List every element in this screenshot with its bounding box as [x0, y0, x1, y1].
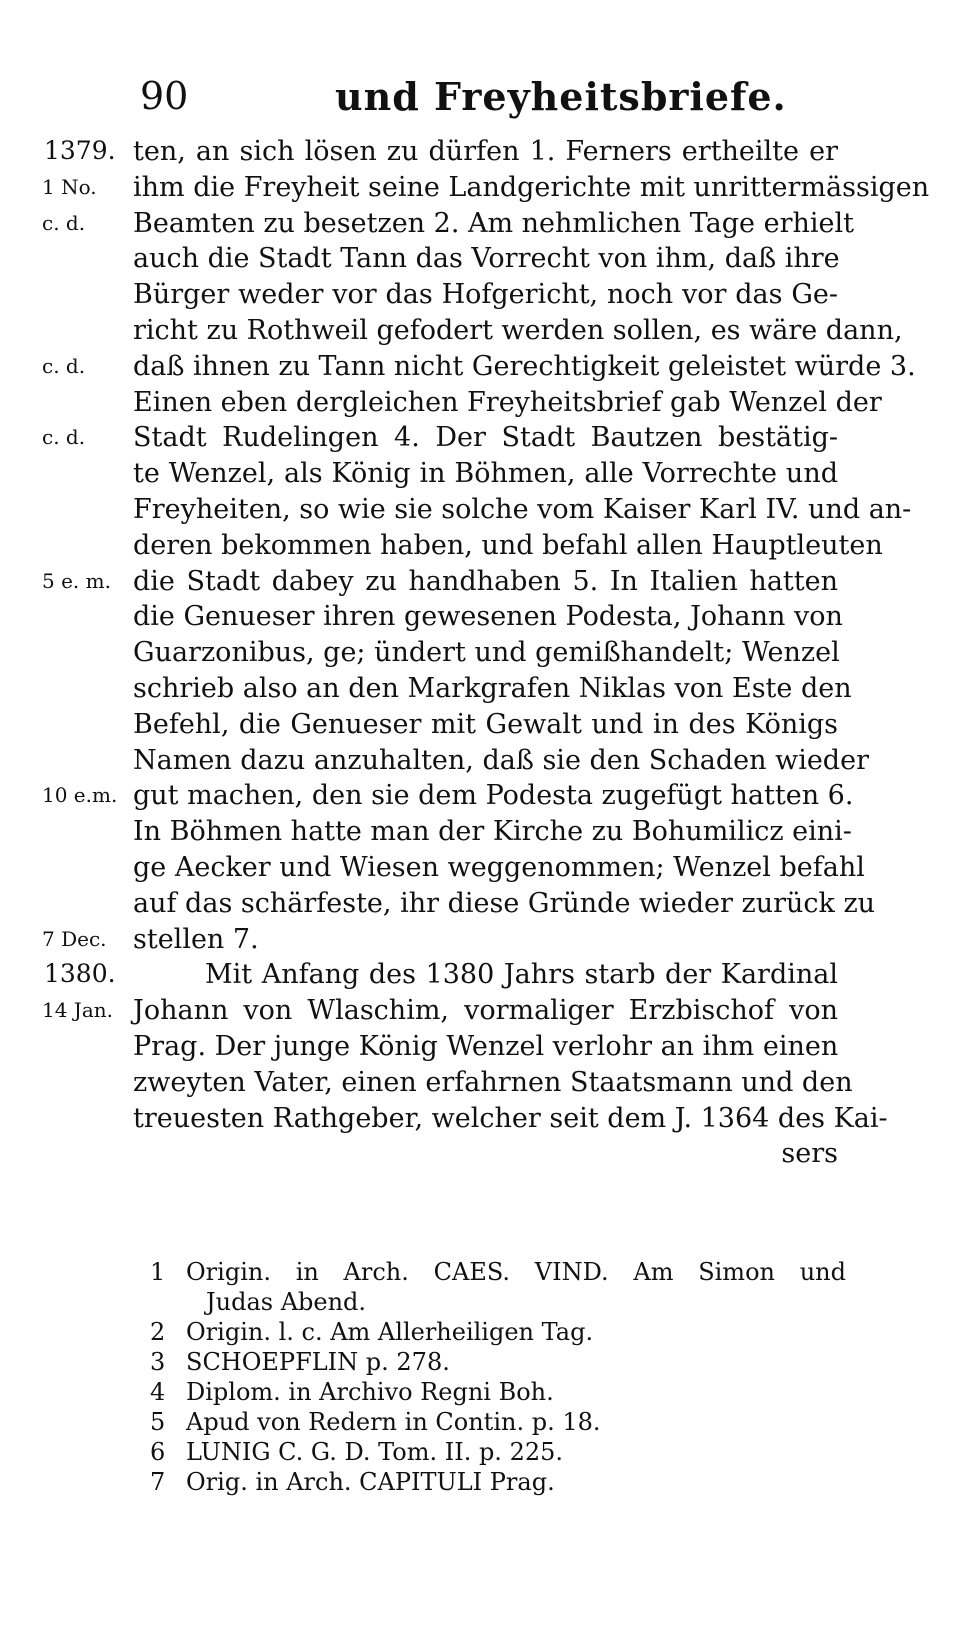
text-line: [0, 851, 960, 887]
text-line: [0, 135, 960, 171]
margin-note: 10 e.m.: [42, 783, 118, 808]
line-text: daß ihnen zu Tann nicht Gerechtigkeit geleistet würde 3.: [133, 350, 916, 382]
catchword-line: [0, 1137, 960, 1173]
page-header: [0, 70, 960, 120]
footnote-number: 2: [150, 1318, 166, 1346]
text-line: [0, 779, 960, 815]
running-title: und Freyheitsbriefe.: [335, 74, 787, 119]
footnote: [150, 1377, 850, 1407]
text-line: [0, 1066, 960, 1102]
line-text: ge Aecker und Wiesen weggenommen; Wenzel befahl: [133, 851, 865, 883]
text-line: [0, 171, 960, 207]
line-text: Johann von Wlaschim, vormaliger Erzbischof von: [133, 995, 838, 1027]
text-line: [0, 994, 960, 1030]
line-text: deren bekommen haben, und befahl allen Hauptleuten: [133, 529, 883, 561]
footnote-text: Judas Abend.: [206, 1288, 367, 1316]
line-text: stellen 7.: [133, 923, 259, 955]
footnote: [150, 1437, 850, 1467]
text-line: [0, 493, 960, 529]
text-line: [0, 887, 960, 923]
text-line: [0, 1102, 960, 1138]
line-text: Bürger weder vor das Hofgericht, noch vor das Ge-: [133, 279, 838, 311]
text-line: [0, 565, 960, 601]
line-text: Namen dazu anzuhalten, daß sie den Schaden wieder: [133, 744, 869, 776]
text-line: [0, 207, 960, 243]
line-text: Einen eben dergleichen Freyheitsbrief gab Wenzel der: [133, 386, 882, 418]
margin-note: 14 Jan.: [42, 998, 113, 1023]
margin-note: 1 No.: [42, 174, 97, 199]
footnote-continuation: [150, 1287, 850, 1317]
footnotes: [150, 1257, 850, 1497]
text-line: [0, 457, 960, 493]
footnote: [150, 1407, 850, 1437]
line-text: auch die Stadt Tann das Vorrecht von ihm, daß ihre: [133, 243, 840, 275]
footnote-text: Origin. in Arch. CAES. VIND. Am Simon und: [186, 1258, 846, 1286]
main-text: [0, 135, 960, 1173]
margin-note: c. d.: [42, 210, 86, 235]
line-text: schrieb also an den Markgrafen Niklas von Este den: [133, 672, 852, 704]
footnote-text: SCHOEPFLIN p. 278.: [186, 1348, 450, 1376]
text-line: [0, 278, 960, 314]
footnote-text: Diplom. in Archivo Regni Boh.: [186, 1378, 554, 1406]
text-line: [0, 529, 960, 565]
margin-note: c. d.: [42, 425, 86, 450]
footnote-text: Apud von Redern in Contin. p. 18.: [186, 1408, 601, 1436]
line-text: te Wenzel, als König in Böhmen, alle Vorrechte und: [133, 458, 838, 490]
margin-note: 7 Dec.: [42, 926, 107, 951]
margin-note: c. d.: [42, 353, 86, 378]
footnote-number: 7: [150, 1468, 166, 1496]
line-text: Guarzonibus, ge; ündert und gemißhandelt; Wenzel: [133, 637, 840, 669]
text-line: [0, 242, 960, 278]
line-text: Prag. Der junge König Wenzel verlohr an ihm einen: [133, 1030, 839, 1062]
margin-note: 1379.: [44, 136, 116, 165]
text-line: [0, 815, 960, 851]
text-line: [0, 744, 960, 780]
text-line: [0, 636, 960, 672]
text-line: [0, 386, 960, 422]
line-text: auf das schärfeste, ihr diese Gründe wieder zurück zu: [133, 887, 876, 919]
footnote-text: LUNIG C. G. D. Tom. II. p. 225.: [186, 1438, 564, 1466]
footnote: [150, 1347, 850, 1377]
footnote-text: Origin. l. c. Am Allerheiligen Tag.: [186, 1318, 594, 1346]
margin-note: 5 e. m.: [42, 568, 111, 593]
text-line: [0, 708, 960, 744]
page-number: 90: [140, 74, 189, 118]
text-line: [0, 923, 960, 959]
line-text: Befehl, die Genueser mit Gewalt und in des Königs: [133, 708, 838, 740]
line-text: gut machen, den sie dem Podesta zugefügt hatten 6.: [133, 780, 854, 812]
text-line: [0, 600, 960, 636]
footnote-number: 6: [150, 1438, 166, 1466]
line-text: ten, an sich lösen zu dürfen 1. Ferners ertheilte er: [133, 136, 838, 167]
line-text: In Böhmen hatte man der Kirche zu Bohumilicz eini-: [133, 816, 852, 848]
footnote: [150, 1257, 850, 1287]
line-text: die Stadt dabey zu handhaben 5. In Italien hatten: [133, 565, 838, 597]
text-line: [0, 958, 960, 994]
line-text: richt zu Rothweil gefodert werden sollen, es wäre dann,: [133, 314, 903, 346]
line-text: ihm die Freyheit seine Landgerichte mit unrittermässigen: [133, 171, 930, 203]
line-text: treuesten Rathgeber, welcher seit dem J. 1364 des Kai-: [133, 1102, 888, 1134]
text-line: [0, 350, 960, 386]
footnote: [150, 1467, 850, 1497]
footnote-text: Orig. in Arch. CAPITULI Prag.: [186, 1468, 555, 1496]
footnote-number: 4: [150, 1378, 166, 1406]
footnote: [150, 1317, 850, 1347]
line-text: Beamten zu besetzen 2. Am nehmlichen Tage erhielt: [133, 207, 854, 239]
line-text: Freyheiten, so wie sie solche vom Kaiser Karl IV. und an-: [133, 493, 912, 525]
footnote-number: 5: [150, 1408, 166, 1436]
line-text: Mit Anfang des 1380 Jahrs starb der Kardinal: [205, 959, 838, 991]
margin-note: 1380.: [44, 959, 116, 989]
text-line: [0, 421, 960, 457]
line-text: zweyten Vater, einen erfahrnen Staatsmann und den: [133, 1066, 853, 1098]
text-line: [0, 314, 960, 350]
catchword: sers: [781, 1138, 838, 1170]
line-text: die Genueser ihren gewesenen Podesta, Johann von: [133, 601, 843, 633]
text-line: [0, 1030, 960, 1066]
footnote-number: 3: [150, 1348, 166, 1376]
line-text: Stadt Rudelingen 4. Der Stadt Bautzen bestätig-: [133, 422, 838, 454]
footnote-number: 1: [150, 1258, 166, 1286]
text-line: [0, 672, 960, 708]
